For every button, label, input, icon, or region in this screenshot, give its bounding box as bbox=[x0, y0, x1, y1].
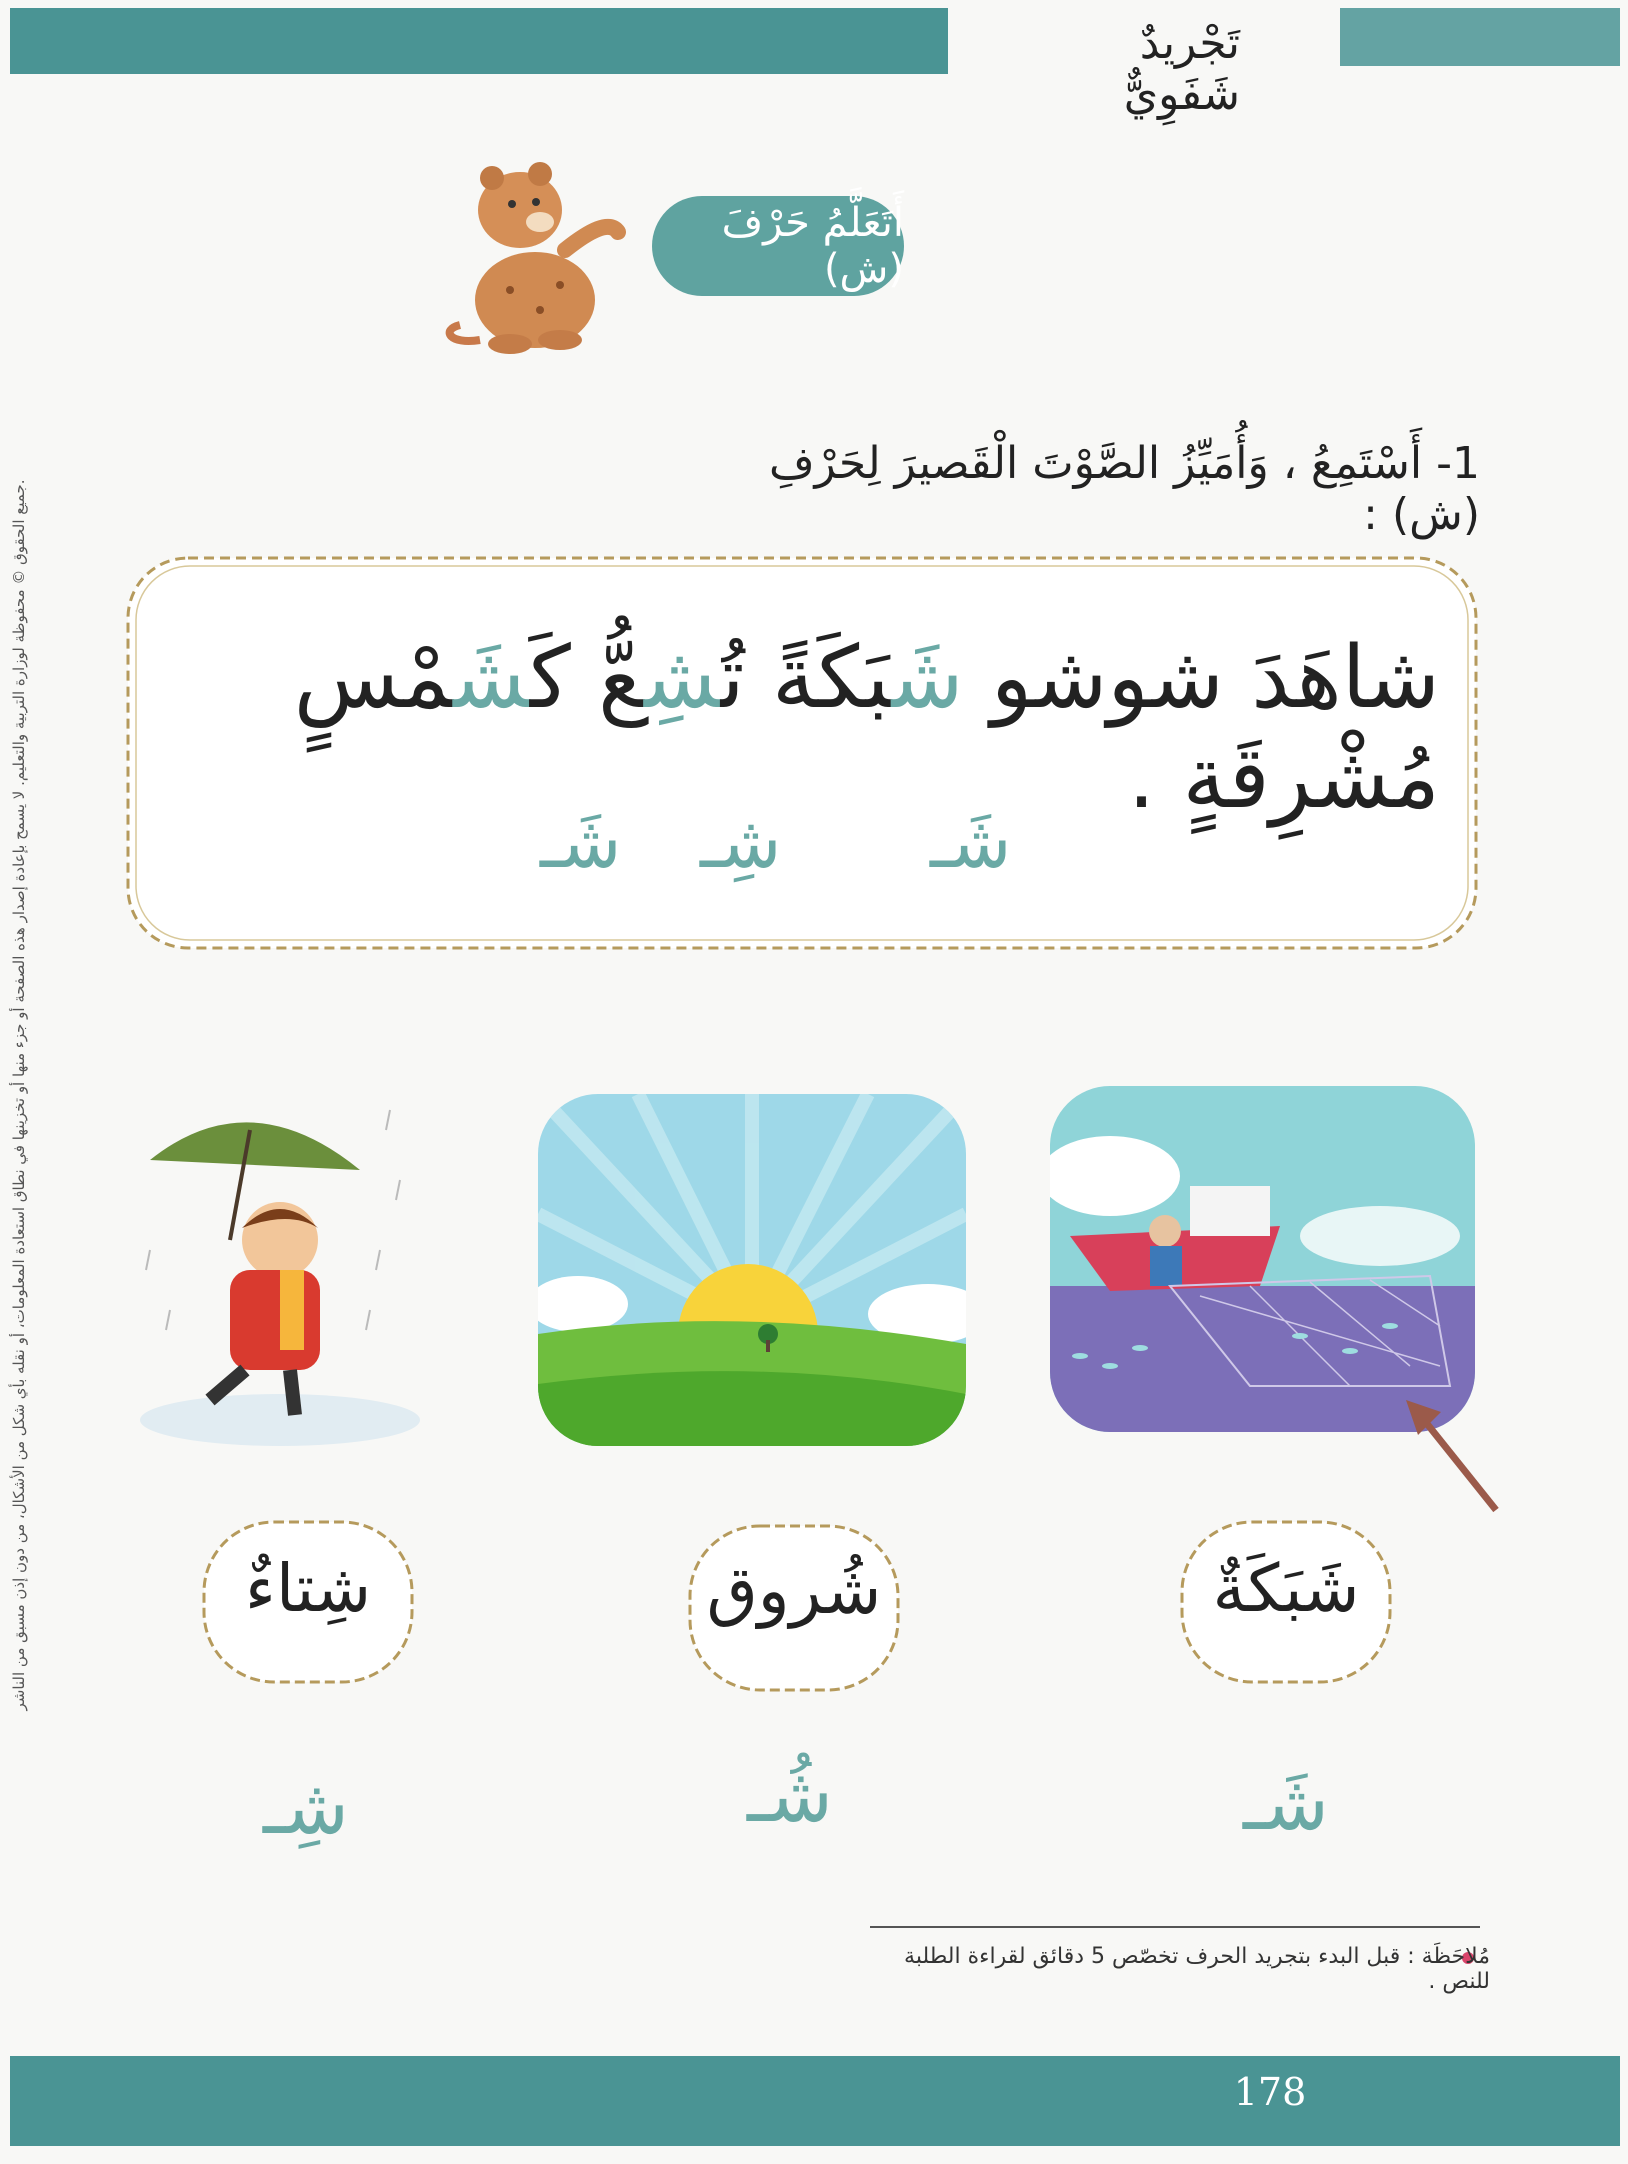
footer-bar bbox=[10, 2056, 1620, 2146]
header-bar-right bbox=[1340, 8, 1620, 66]
highlighted-letter: شِ bbox=[643, 628, 721, 728]
instruction-text: 1- أَسْتَمِعُ ، وَأُمَيِّزُ الصَّوْتَ الْقَصيرَ لِحَرْفِ (ش) : bbox=[768, 438, 1480, 540]
word-shabaka: شَبَكَةٌ bbox=[1212, 1550, 1360, 1627]
highlighted-letter: شَ bbox=[891, 628, 964, 728]
winter-rain-image bbox=[130, 1100, 420, 1460]
sentence-part: مْسٍ مُشْرِقَةٍ . bbox=[293, 628, 1440, 828]
extracted-letter: شَـ bbox=[930, 800, 1012, 884]
sentence-part: عُّ كَ bbox=[529, 628, 644, 728]
teacher-note: مُلاحَظَة : قبل البدء بتجريد الحرف تخصّص 5 دقائق لقراءة الطلبة للنص . bbox=[904, 1944, 1490, 1994]
highlighted-letter: شَ bbox=[453, 628, 530, 728]
note-divider bbox=[870, 1926, 1480, 1928]
word-letter: شَـ bbox=[1243, 1758, 1329, 1847]
section-title: تَجْريدٌ شَفَوِيٌّ bbox=[1123, 18, 1240, 120]
word-letter: شُـ bbox=[747, 1750, 833, 1839]
word-shita: شِتاءٌ bbox=[244, 1550, 372, 1627]
word-shuruq: شُروق bbox=[706, 1552, 882, 1629]
pointer-arrow-icon bbox=[1396, 1390, 1506, 1520]
fishing-net-image bbox=[1050, 1086, 1475, 1432]
copyright-notice: جميع الحقوق © محفوظة لوزارة التربية والتعليم. لا يسمح بإعادة إصدار هذه الصفحة أو جزء منها أو تخزينها في نطاق استعادة المعلومات، أو نقله بأي شكل من الأشكال، من دون إذن مسبق من الناشر. bbox=[10, 479, 28, 1711]
page-number: 178 bbox=[1233, 2070, 1307, 2114]
lesson-tag bbox=[652, 196, 904, 296]
sunrise-image bbox=[538, 1094, 966, 1446]
sentence-part: شاهَدَ شوشو bbox=[963, 628, 1440, 728]
lesson-tag-label: أَتَعَلَّمُ حَرْفَ (ش) bbox=[721, 200, 904, 292]
sentence-part: بَكَةً تُ bbox=[720, 628, 892, 728]
reading-sentence bbox=[170, 628, 1440, 828]
extracted-letters-row bbox=[500, 800, 1050, 900]
word-letter: شِـ bbox=[263, 1762, 349, 1851]
cub-illustration bbox=[440, 140, 650, 360]
header-bar-left bbox=[10, 8, 948, 74]
extracted-letter: شَـ bbox=[540, 800, 622, 884]
extracted-letter: شِـ bbox=[700, 800, 782, 884]
